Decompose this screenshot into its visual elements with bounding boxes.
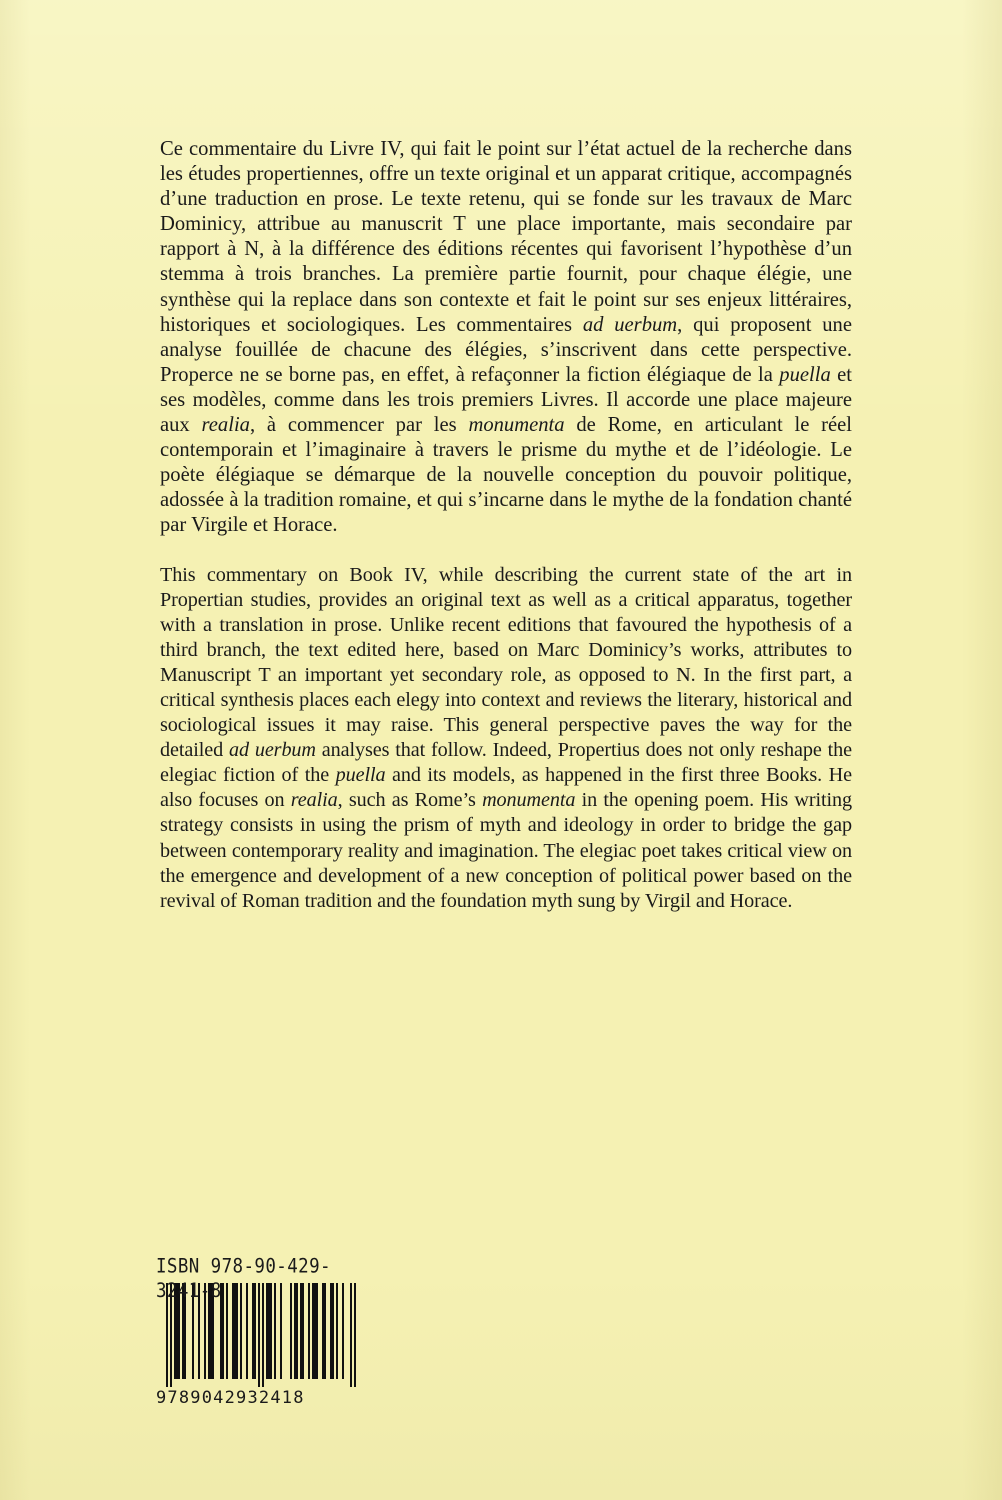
text-run: Ce commentaire du Livre IV, qui fait le point sur l’état actuel de la recherche dans les études propertiennes, offre un texte original et un apparat critique, accompagnés d’une traduction en prose. Le texte retenu, qui se fonde sur les travaux de Marc Dominicy, attribue au manuscrit T une place importante, mais secondaire par rapport à N, à la différence des éditions récentes qui favorisent l’hypothèse d’un stemma à trois branches. La première partie fournit, pour chaque élégie, une synthèse qui la replace dans son contexte et fait le point sur ses enjeux littéraires, historiques et sociologiques. Les commentaires [160,138,852,336]
barcode-bar [330,1283,332,1379]
barcode-bar [222,1283,224,1379]
barcode-bar [266,1283,268,1379]
italic-term: ad uerbum [582,313,678,336]
italic-term: realia [201,414,250,437]
barcode-bar [280,1283,282,1379]
text-run: in the opening poem. His writing strategy consists in using the prism of myth and ideology in order to bridge the gap between contemporary reality and imagination. The elegiac poet takes critical view on the emergence and development of a new conception of political power based on the revival of Roman tradition and the foundation myth sung by Virgil and Horace. [160,789,853,912]
barcode-bar [308,1283,310,1379]
barcode-bar [322,1283,324,1379]
barcode-bar [270,1283,272,1379]
italic-term: monumenta [482,789,576,812]
french-blurb-paragraph [160,137,852,539]
barcode-digits: 9789042932418 [156,1388,305,1408]
text-run: et ses modèles, comme dans les trois premiers Livres. Il accorde une place majeure aux [160,363,852,437]
text-run: and its models, as happened in the first three Books. He also focuses on [160,764,853,812]
text-run: , à commencer par les [249,414,469,437]
barcode-bar [350,1283,352,1387]
barcode-bar [336,1283,338,1379]
barcode-bar [240,1283,242,1379]
barcode-bar [332,1283,334,1379]
barcode-bar [302,1283,304,1379]
barcode-bar [232,1283,234,1379]
barcode-bar [236,1283,238,1379]
barcode-bar [314,1283,316,1379]
barcode-bar [354,1283,356,1387]
text-run: , qui proposent une analyse fouillée de chacune des élégies, s’inscrivent dans cette perspective. Properce ne se borne pas, en effet, à refaçonner la fiction élégiaque de la [160,313,852,386]
barcode-bar [258,1283,260,1387]
italic-term: monumenta [468,414,565,437]
barcode-bar [316,1283,318,1379]
text-run: This commentary on Book IV, while describing the current state of the art in Propertian studies, provides an original text as well as a critical apparatus, together with a translation in prose. Unlike recent editions that favoured the hypothesis of a third branch, the text edited here, based on Marc Dominicy’s works, attributes to Manuscript T an important yet secondary role, as opposed to N. In the first part, a critical synthesis places each elegy into context and reviews the literary, historical and sociological issues it may raise. This general perspective paves the way for the detailed [160,563,852,762]
barcode-bar [274,1283,276,1379]
barcode-bar [312,1283,314,1379]
isbn-label: ISBN 978-90-429-3241-8 [156,1256,331,1303]
barcode-bar [290,1283,292,1379]
barcode-bar [254,1283,256,1379]
italic-term: realia [290,789,338,812]
italic-term: ad uerbum [228,739,316,762]
english-blurb-paragraph [160,563,852,914]
italic-term: puella [779,363,831,386]
barcode-bar [252,1283,254,1379]
barcode-bar [268,1283,270,1379]
text-run: analyses that follow. Indeed, Propertius does not only reshape the elegiac fiction of the [160,739,852,787]
barcode-bar [296,1283,298,1379]
barcode-bar [342,1283,344,1379]
barcode-bar [246,1283,248,1379]
barcode-bar [324,1283,326,1379]
barcode-bar [294,1283,296,1379]
isbn-barcode-block [152,1255,380,1409]
blurb-text-block [160,137,852,914]
text-run: , such as Rome’s [337,789,483,812]
text-run: de Rome, en articulant le réel contemporain et l’imaginaire à travers le prisme du mythe et de l’idéologie. Le poète élégiaque se démarque de la nouvelle conception du pouvoir politique, adossée à la tradition romaine, et qui s’incarne dans le mythe de la fondation chanté par Virgile et Horace. [160,414,852,537]
barcode-bar [262,1283,264,1387]
barcode-bar [234,1283,236,1379]
barcode-bar [300,1283,302,1379]
italic-term: puella [335,764,386,787]
barcode-bar [226,1283,228,1379]
